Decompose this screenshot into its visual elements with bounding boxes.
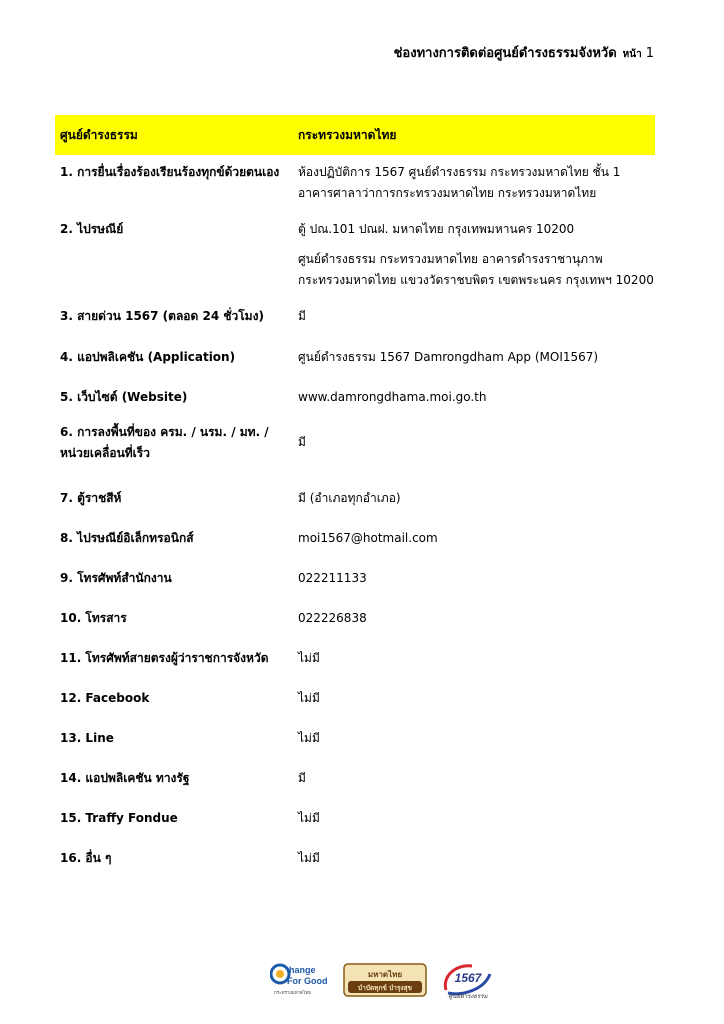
row-value-line: www.damrongdhama.moi.go.th: [298, 390, 487, 404]
row-value: [298, 219, 655, 291]
svg-text:ศูนย์ดำรงธรรม: ศูนย์ดำรงธรรม: [448, 993, 488, 1000]
row-label: [55, 688, 298, 709]
table-row: [55, 528, 655, 549]
row-value-line: ไม่มี: [298, 731, 320, 745]
row-label-line: 7. ตู้ราชสีห์: [60, 491, 122, 505]
svg-text:กระทรวงมหาดไทย: กระทรวงมหาดไทย: [274, 991, 311, 996]
row-value-line: มี: [298, 771, 306, 785]
row-label: [55, 528, 298, 549]
row-value: [298, 728, 655, 749]
table-row: [55, 648, 655, 669]
damrongdham-1567-logo: [438, 960, 498, 1000]
row-value: [298, 808, 655, 829]
row-value-line: [298, 240, 655, 249]
row-label-line: 2. ไปรษณีย์: [60, 222, 124, 236]
row-label-line: 16. อื่น ๆ: [60, 851, 112, 865]
row-value-line: กระทรวงมหาดไทย แขวงวัดราชบพิตร เขตพระนคร กรุงเทพฯ 10200: [298, 273, 654, 287]
svg-text:hange: hange: [289, 965, 316, 975]
row-label-line: 4. แอปพลิเคชัน (Application): [60, 350, 236, 364]
header-column-ministry: กระทรวงมหาดไทย: [298, 127, 397, 142]
row-value: [298, 528, 655, 549]
row-label: [55, 422, 298, 464]
row-value-line: 022226838: [298, 611, 367, 625]
row-label-line: 10. โทรสาร: [60, 611, 127, 625]
row-value-line: มี: [298, 309, 306, 323]
row-label: [55, 808, 298, 829]
table-row: [55, 768, 655, 789]
table-header: [55, 115, 655, 155]
row-value: [298, 387, 655, 408]
table-row: [55, 488, 655, 509]
page-label: หน้า: [622, 49, 642, 60]
row-label: [55, 306, 298, 327]
row-value-line: ไม่มี: [298, 811, 320, 825]
row-value: [298, 648, 655, 669]
row-value: [298, 306, 655, 327]
row-value-line: ไม่มี: [298, 651, 320, 665]
row-value-line: ห้องปฏิบัติการ 1567 ศูนย์ดำรงธรรม กระทรวงมหาดไทย ชั้น 1: [298, 165, 621, 179]
row-value-line: ตู้ ปณ.101 ปณฝ. มหาดไทย กรุงเทพมหานคร 10200: [298, 222, 575, 236]
table-row: [55, 347, 655, 368]
row-label: [55, 387, 298, 408]
row-value: [298, 162, 655, 204]
row-label-line: 12. Facebook: [60, 691, 150, 705]
svg-text:1567: 1567: [454, 971, 482, 985]
table-row: [55, 568, 655, 589]
row-label: [55, 488, 298, 509]
table-row: [55, 728, 655, 749]
row-label: [55, 219, 298, 291]
row-label-line: หน่วยเคลื่อนที่เร็ว: [60, 446, 150, 460]
table-row: [55, 422, 655, 464]
page-number: 1: [645, 46, 654, 61]
row-label: [55, 608, 298, 629]
row-label: [55, 768, 298, 789]
row-value-line: moi1567@hotmail.com: [298, 531, 438, 545]
table-row: [55, 848, 655, 869]
footer-logos: [270, 958, 510, 1002]
row-value-line: 022211133: [298, 571, 367, 585]
row-label-line: 9. โทรศัพท์สำนักงาน: [60, 571, 172, 585]
row-value-line: ศูนย์ดำรงธรรม 1567 Damrongdham App (MOI1567): [298, 350, 599, 364]
page-header: [394, 42, 654, 63]
row-value: [298, 848, 655, 869]
row-label-line: 6. การลงพื้นที่ของ ครม. / นรม. / มท. /: [60, 425, 269, 439]
row-value: [298, 688, 655, 709]
row-label-line: 3. สายด่วน 1567 (ตลอด 24 ชั่วโมง): [60, 309, 264, 323]
row-label-line: 8. ไปรษณีย์อิเล็กทรอนิกส์: [60, 531, 194, 545]
row-label: [55, 568, 298, 589]
row-label: [55, 648, 298, 669]
table-row: [55, 387, 655, 408]
row-value: [298, 488, 655, 509]
row-label: [55, 728, 298, 749]
row-value: [298, 347, 655, 368]
row-label-line: 14. แอปพลิเคชัน ทางรัฐ: [60, 771, 190, 785]
table-row: [55, 306, 655, 327]
svg-text:มหาดไทย: มหาดไทย: [367, 970, 403, 979]
row-value-line: ไม่มี: [298, 851, 320, 865]
row-value-line: ไม่มี: [298, 691, 320, 705]
row-value: [298, 568, 655, 589]
row-label-line: 1. การยื่นเรื่องร้องเรียนร้องทุกข์ด้วยตนเอง: [60, 165, 280, 179]
row-label-line: 15. Traffy Fondue: [60, 811, 178, 825]
table-row: [55, 219, 655, 291]
header-column-center: ศูนย์ดำรงธรรม: [60, 127, 138, 142]
contact-table: [55, 115, 655, 865]
row-value-line: มี (อำเภอทุกอำเภอ): [298, 491, 401, 505]
row-value: [298, 608, 655, 629]
change-for-good-logo: [270, 960, 332, 1000]
row-label: [55, 848, 298, 869]
table-row: [55, 162, 655, 204]
row-label: [55, 347, 298, 368]
row-value-line: ศูนย์ดำรงธรรม กระทรวงมหาดไทย อาคารดำรงราชานุภาพ: [298, 252, 603, 266]
svg-text:บำบัดทุกข์ บำรุงสุข: บำบัดทุกข์ บำรุงสุข: [358, 984, 412, 992]
row-value: [298, 422, 655, 464]
row-label-line: 13. Line: [60, 731, 114, 745]
row-label-line: 5. เว็บไซต์ (Website): [60, 390, 188, 404]
document-title: ช่องทางการติดต่อศูนย์ดำรงธรรมจังหวัด: [393, 46, 617, 61]
row-value-line: อาคารศาลาว่าการกระทรวงมหาดไทย กระทรวงมหาดไทย: [298, 186, 597, 200]
table-row: [55, 688, 655, 709]
table-row: [55, 808, 655, 829]
row-value: [298, 768, 655, 789]
row-value-line: มี: [298, 435, 306, 449]
row-label: [55, 162, 298, 204]
row-label-line: 11. โทรศัพท์สายตรงผู้ว่าราชการจังหวัด: [60, 651, 269, 665]
svg-text:For Good: For Good: [287, 976, 328, 986]
moi-motto-logo: [342, 960, 428, 1000]
table-row: [55, 608, 655, 629]
